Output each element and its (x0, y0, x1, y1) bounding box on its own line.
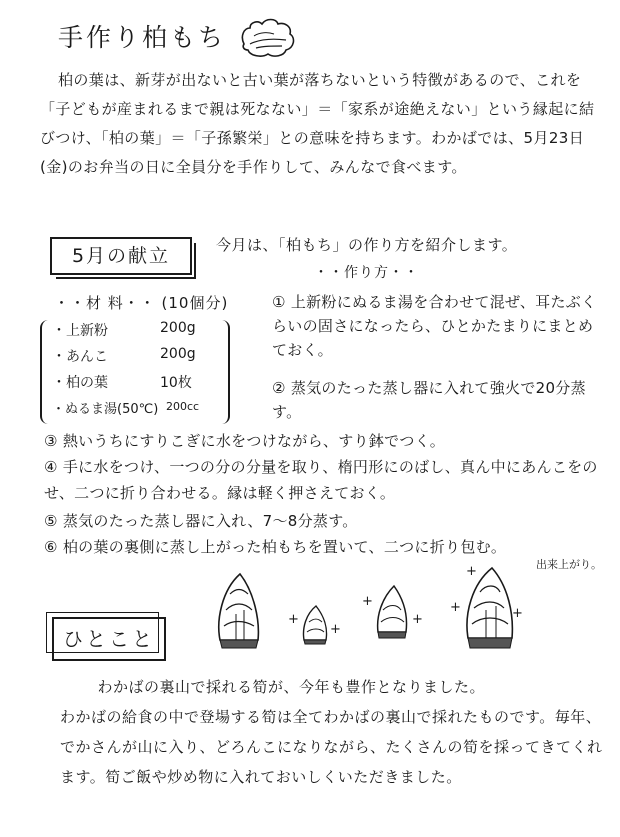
bottom-text-line-2: わかばの給食の中で登場する筍は全てわかばの裏山で採れたものです。毎年、でかさんが山に入り、どろんこになりながら、たくさんの筍を採ってきてくれます。筍ご飯や炒め物に入れておいしくいただきました。 (60, 708, 603, 786)
bottom-paragraph (60, 672, 612, 792)
sparkle-icon: + (450, 600, 461, 615)
sparkle-icon: + (512, 606, 523, 621)
kashiwa-mochi-leaf-icon (236, 14, 300, 62)
page-title: 手作り柏もち (58, 23, 227, 52)
menu-heading: 5月の献立 (50, 237, 192, 275)
intro-text: 柏の葉は、新芽が出ないと古い葉が落ちないという特徴があるので、これを「子どもが産まれるまで親は死なない」＝「家系が途絶えない」という縁起に結びつけ、「柏の葉」＝「子孫繁栄」との意味を持ちます。わかばでは、5月23日(金)のお弁当の日に全員分を手作りして、みんなで食べます。 (40, 71, 595, 176)
ingredient-name: ・あんこ (52, 349, 108, 365)
step-2: ② 蒸気のたった蒸し器に入れて強火で20分蒸す。 (272, 379, 586, 421)
ingredients-bracket-left (40, 320, 50, 424)
bamboo-shoot-icon (300, 604, 330, 646)
step-1: ① 上新粉にぬるま湯を合わせて混ぜ、耳たぶくらいの固さになったら、ひとかたまりにまとめておく。 (272, 293, 597, 359)
ingredient-amount: 10枚 (160, 375, 192, 391)
sparkle-icon: + (412, 612, 423, 627)
sparkle-icon: + (288, 612, 299, 627)
sparkle-icon: + (466, 564, 477, 579)
sparkle-icon: + (330, 622, 341, 637)
howto-label: ・・作り方・・ (314, 265, 419, 281)
intro-paragraph (40, 66, 600, 182)
bamboo-shoot-icon (374, 584, 410, 640)
ingredient-name: ・上新粉 (52, 323, 108, 339)
today-text: 今月は、「柏もち」の作り方を紹介します。 (216, 236, 518, 254)
ingredient-amount: 200cc (166, 400, 200, 413)
step-4: ④ 手に水をつけ、一つの分の分量を取り、楕円形にのばし、真ん中にあんこをのせ、二つに折り合わせる。縁は軽く押さえておく。 (44, 458, 598, 502)
step-6: ⑥ 柏の葉の裏側に蒸し上がった柏もちを置いて、二つに折り包む。 (44, 538, 507, 556)
ingredient-name: ・ぬるま湯(50℃) (52, 402, 159, 417)
bamboo-shoot-icon (214, 570, 264, 650)
ingredient-amount: 200g (160, 346, 196, 362)
ingredients-bracket-right (220, 320, 230, 424)
step-3: ③ 熱いうちにすりこぎに水をつけながら、すり鉢でつく。 (44, 432, 446, 450)
ingredient-name: ・柏の葉 (52, 375, 108, 391)
bottom-text-line-1: わかばの裏山で採れる筍が、今年も豊作となりました。 (97, 678, 486, 696)
sparkle-icon: + (362, 594, 373, 609)
ingredient-amount: 200g (160, 320, 196, 336)
done-label: 出来上がり。 (536, 558, 602, 571)
step-5: ⑤ 蒸気のたった蒸し器に入れ、7～8分蒸す。 (44, 512, 358, 530)
ingredients-header: ・・材 料・・ (10個分) (54, 294, 229, 312)
hitokoto-heading: ひとこと (52, 617, 166, 661)
